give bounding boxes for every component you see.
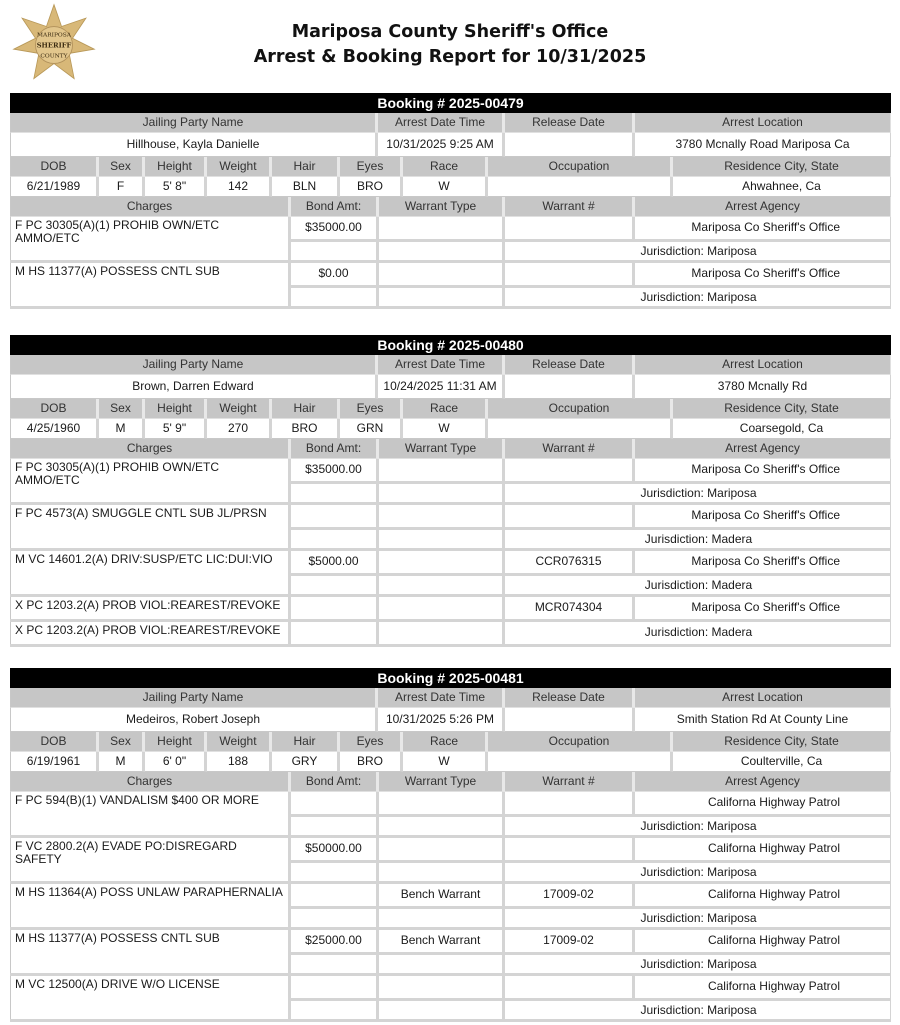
booking-number-header: Booking # 2025-00481: [10, 668, 891, 688]
bond-amount-extra: [291, 288, 379, 306]
svg-text:COUNTY: COUNTY: [40, 53, 68, 60]
warrant-type: [379, 217, 505, 239]
jurisdiction: Jurisdiction: Madera: [505, 530, 891, 548]
arrest-date-time: 10/24/2025 11:31 AM: [378, 375, 505, 399]
warrant-number: CCR076315: [505, 551, 635, 573]
sex: M: [99, 419, 145, 439]
bond-amount: [291, 884, 379, 906]
label-eyes: Eyes: [340, 157, 403, 177]
svg-text:MARIPOSA: MARIPOSA: [37, 32, 71, 39]
charge-row: [10, 838, 891, 884]
charges-list: [10, 459, 891, 647]
warrant-type: [379, 976, 505, 998]
charge-description: F PC 30305(A)(1) PROHIB OWN/ETC AMMO/ETC: [10, 459, 291, 502]
jurisdiction: Jurisdiction: Madera: [505, 576, 891, 594]
arrest-agency: Californa Highway Patrol: [635, 976, 891, 998]
bond-amount: $25000.00: [291, 930, 379, 952]
jurisdiction: Jurisdiction: Mariposa: [505, 863, 891, 881]
charge-row: [10, 459, 891, 505]
jurisdiction: Jurisdiction: Mariposa: [505, 484, 891, 502]
warrant-number: 17009-02: [505, 930, 635, 952]
label-warrant-type: Warrant Type: [379, 772, 505, 792]
label-arrest-location: Arrest Location: [635, 355, 891, 375]
warrant-type: Bench Warrant: [379, 930, 505, 952]
charge-row: [10, 551, 891, 597]
label-sex: Sex: [99, 399, 145, 419]
eyes: BRO: [340, 752, 403, 772]
residence: Coulterville, Ca: [673, 752, 891, 772]
label-height: Height: [145, 157, 207, 177]
label-charges: Charges: [10, 439, 291, 459]
warrant-type: [379, 505, 505, 527]
warrant-type-extra: [379, 955, 505, 973]
bond-amount-extra: [291, 242, 379, 260]
arrest-location: Smith Station Rd At County Line: [635, 708, 891, 732]
warrant-type-extra: [379, 863, 505, 881]
label-arrest-date-time: Arrest Date Time: [378, 688, 505, 708]
label-dob: DOB: [10, 157, 99, 177]
label-dob: DOB: [10, 732, 99, 752]
residence: Coarsegold, Ca: [673, 419, 891, 439]
charge-description: M HS 11377(A) POSSESS CNTL SUB: [10, 263, 291, 306]
charge-row: [10, 263, 891, 309]
label-race: Race: [403, 157, 488, 177]
label-jailing-party-name: Jailing Party Name: [10, 355, 378, 375]
label-charges: Charges: [10, 197, 291, 217]
warrant-type: [379, 459, 505, 481]
arrest-location: 3780 Mcnally Rd: [635, 375, 891, 399]
warrant-number: MCR074304: [505, 597, 635, 619]
jurisdiction: Jurisdiction: Madera: [505, 622, 891, 644]
label-warrant-number: Warrant #: [505, 772, 635, 792]
hair: GRY: [272, 752, 340, 772]
dob: 6/19/1961: [10, 752, 99, 772]
height: 5' 9": [145, 419, 207, 439]
weight: 270: [207, 419, 272, 439]
bond-amount: $0.00: [291, 263, 379, 285]
arrest-agency: Californa Highway Patrol: [635, 838, 891, 860]
race: W: [403, 752, 488, 772]
label-arrest-agency: Arrest Agency: [635, 197, 891, 217]
bond-amount-extra: [291, 817, 379, 835]
warrant-type-extra: [379, 909, 505, 927]
charge-description: F PC 30305(A)(1) PROHIB OWN/ETC AMMO/ETC: [10, 217, 291, 260]
warrant-number: [505, 263, 635, 285]
warrant-number: [505, 459, 635, 481]
bond-amount: $50000.00: [291, 838, 379, 860]
charge-description: F PC 4573(A) SMUGGLE CNTL SUB JL/PRSN: [10, 505, 291, 548]
label-arrest-location: Arrest Location: [635, 113, 891, 133]
label-arrest-date-time: Arrest Date Time: [378, 355, 505, 375]
bond-amount-extra: [291, 530, 379, 548]
occupation: [488, 419, 673, 439]
race: W: [403, 177, 488, 197]
charge-row: [10, 792, 891, 838]
bond-amount: [291, 505, 379, 527]
title-agency: Mariposa County Sheriff's Office: [291, 22, 609, 42]
bond-amount: $35000.00: [291, 459, 379, 481]
charge-row: [10, 622, 891, 647]
label-eyes: Eyes: [340, 399, 403, 419]
warrant-number: [505, 217, 635, 239]
warrant-type-extra: [379, 622, 505, 644]
bond-amount: [291, 792, 379, 814]
warrant-type: [379, 597, 505, 619]
report-header: [0, 0, 900, 88]
label-height: Height: [145, 732, 207, 752]
label-sex: Sex: [99, 157, 145, 177]
label-weight: Weight: [207, 399, 272, 419]
hair: BLN: [272, 177, 340, 197]
label-release-date: Release Date: [505, 688, 635, 708]
charge-description: F PC 594(B)(1) VANDALISM $400 OR MORE: [10, 792, 291, 835]
bond-amount-extra: [291, 484, 379, 502]
label-arrest-agency: Arrest Agency: [635, 772, 891, 792]
arrest-agency: Mariposa Co Sheriff's Office: [635, 551, 891, 573]
charge-description: M VC 14601.2(A) DRIV:SUSP/ETC LIC:DUI:VIO: [10, 551, 291, 594]
label-hair: Hair: [272, 732, 340, 752]
jurisdiction: Jurisdiction: Mariposa: [505, 817, 891, 835]
bond-amount-extra: [291, 955, 379, 973]
release-date: [505, 375, 635, 399]
bond-amount-extra: [291, 909, 379, 927]
bond-amount-extra: [291, 622, 379, 644]
arrest-agency: Mariposa Co Sheriff's Office: [635, 505, 891, 527]
bond-amount: $35000.00: [291, 217, 379, 239]
charge-row: [10, 217, 891, 263]
warrant-number: [505, 838, 635, 860]
label-release-date: Release Date: [505, 113, 635, 133]
charge-description: M VC 12500(A) DRIVE W/O LICENSE: [10, 976, 291, 1019]
arrest-agency: Californa Highway Patrol: [635, 792, 891, 814]
label-arrest-date-time: Arrest Date Time: [378, 113, 505, 133]
label-occupation: Occupation: [488, 399, 673, 419]
release-date: [505, 133, 635, 157]
jurisdiction: Jurisdiction: Mariposa: [505, 955, 891, 973]
label-hair: Hair: [272, 399, 340, 419]
label-charges: Charges: [10, 772, 291, 792]
jailing-party-name: Hillhouse, Kayla Danielle: [10, 133, 378, 157]
arrest-date-time: 10/31/2025 9:25 AM: [378, 133, 505, 157]
report-title: [0, 20, 900, 70]
warrant-type-extra: [379, 288, 505, 306]
label-weight: Weight: [207, 157, 272, 177]
label-hair: Hair: [272, 157, 340, 177]
charge-description: M HS 11377(A) POSSESS CNTL SUB: [10, 930, 291, 973]
charge-row: [10, 597, 891, 622]
label-arrest-location: Arrest Location: [635, 688, 891, 708]
race: W: [403, 419, 488, 439]
arrest-agency: Mariposa Co Sheriff's Office: [635, 263, 891, 285]
jurisdiction: Jurisdiction: Mariposa: [505, 288, 891, 306]
arrest-location: 3780 Mcnally Road Mariposa Ca: [635, 133, 891, 157]
label-warrant-number: Warrant #: [505, 197, 635, 217]
label-weight: Weight: [207, 732, 272, 752]
arrest-agency: Mariposa Co Sheriff's Office: [635, 217, 891, 239]
charges-list: [10, 792, 891, 1022]
booking-record: [10, 668, 891, 1022]
label-warrant-type: Warrant Type: [379, 197, 505, 217]
residence: Ahwahnee, Ca: [673, 177, 891, 197]
charge-description: X PC 1203.2(A) PROB VIOL:REAREST/REVOKE: [10, 597, 291, 619]
label-occupation: Occupation: [488, 732, 673, 752]
label-arrest-agency: Arrest Agency: [635, 439, 891, 459]
arrest-date-time: 10/31/2025 5:26 PM: [378, 708, 505, 732]
eyes: BRO: [340, 177, 403, 197]
label-residence: Residence City, State: [673, 157, 891, 177]
bond-amount: [291, 976, 379, 998]
arrest-agency: Mariposa Co Sheriff's Office: [635, 459, 891, 481]
arrest-agency: Californa Highway Patrol: [635, 884, 891, 906]
label-race: Race: [403, 732, 488, 752]
warrant-type: [379, 838, 505, 860]
bond-amount-extra: [291, 863, 379, 881]
label-bond-amt: Bond Amt:: [291, 197, 379, 217]
jurisdiction: Jurisdiction: Mariposa: [505, 1001, 891, 1019]
label-release-date: Release Date: [505, 355, 635, 375]
warrant-type-extra: [379, 1001, 505, 1019]
jailing-party-name: Medeiros, Robert Joseph: [10, 708, 378, 732]
weight: 142: [207, 177, 272, 197]
warrant-type-extra: [379, 576, 505, 594]
warrant-type: Bench Warrant: [379, 884, 505, 906]
jailing-party-name: Brown, Darren Edward: [10, 375, 378, 399]
booking-record: [10, 93, 891, 309]
occupation: [488, 752, 673, 772]
bond-amount: $5000.00: [291, 551, 379, 573]
label-residence: Residence City, State: [673, 399, 891, 419]
warrant-type: [379, 551, 505, 573]
charge-row: [10, 930, 891, 976]
charge-description: F VC 2800.2(A) EVADE PO:DISREGARD SAFETY: [10, 838, 291, 881]
warrant-type: [379, 792, 505, 814]
warrant-type-extra: [379, 530, 505, 548]
warrant-type-extra: [379, 242, 505, 260]
label-bond-amt: Bond Amt:: [291, 772, 379, 792]
charge-description: X PC 1203.2(A) PROB VIOL:REAREST/REVOKE: [10, 622, 291, 644]
label-eyes: Eyes: [340, 732, 403, 752]
arrest-agency: Californa Highway Patrol: [635, 930, 891, 952]
warrant-number: [505, 976, 635, 998]
sex: M: [99, 752, 145, 772]
title-report-date: Arrest & Booking Report for 10/31/2025: [253, 47, 647, 67]
warrant-type-extra: [379, 817, 505, 835]
charge-row: [10, 505, 891, 551]
sex: F: [99, 177, 145, 197]
label-warrant-number: Warrant #: [505, 439, 635, 459]
booking-number-header: Booking # 2025-00479: [10, 93, 891, 113]
label-occupation: Occupation: [488, 157, 673, 177]
arrest-agency: Mariposa Co Sheriff's Office: [635, 597, 891, 619]
svg-text:SHERIFF: SHERIFF: [36, 41, 72, 50]
warrant-type-extra: [379, 484, 505, 502]
height: 6' 0": [145, 752, 207, 772]
label-jailing-party-name: Jailing Party Name: [10, 688, 378, 708]
hair: BRO: [272, 419, 340, 439]
dob: 6/21/1989: [10, 177, 99, 197]
label-race: Race: [403, 399, 488, 419]
warrant-number: [505, 505, 635, 527]
weight: 188: [207, 752, 272, 772]
bond-amount: [291, 597, 379, 619]
occupation: [488, 177, 673, 197]
label-bond-amt: Bond Amt:: [291, 439, 379, 459]
eyes: GRN: [340, 419, 403, 439]
booking-record: [10, 335, 891, 647]
warrant-number: 17009-02: [505, 884, 635, 906]
booking-number-header: Booking # 2025-00480: [10, 335, 891, 355]
warrant-type: [379, 263, 505, 285]
charge-description: M HS 11364(A) POSS UNLAW PARAPHERNALIA: [10, 884, 291, 927]
label-residence: Residence City, State: [673, 732, 891, 752]
height: 5' 8": [145, 177, 207, 197]
charges-list: [10, 217, 891, 309]
charge-row: [10, 976, 891, 1022]
dob: 4/25/1960: [10, 419, 99, 439]
release-date: [505, 708, 635, 732]
label-jailing-party-name: Jailing Party Name: [10, 113, 378, 133]
label-warrant-type: Warrant Type: [379, 439, 505, 459]
bond-amount-extra: [291, 576, 379, 594]
warrant-number: [505, 792, 635, 814]
jurisdiction: Jurisdiction: Mariposa: [505, 909, 891, 927]
label-dob: DOB: [10, 399, 99, 419]
label-sex: Sex: [99, 732, 145, 752]
charge-row: [10, 884, 891, 930]
bond-amount-extra: [291, 1001, 379, 1019]
label-height: Height: [145, 399, 207, 419]
jurisdiction: Jurisdiction: Mariposa: [505, 242, 891, 260]
